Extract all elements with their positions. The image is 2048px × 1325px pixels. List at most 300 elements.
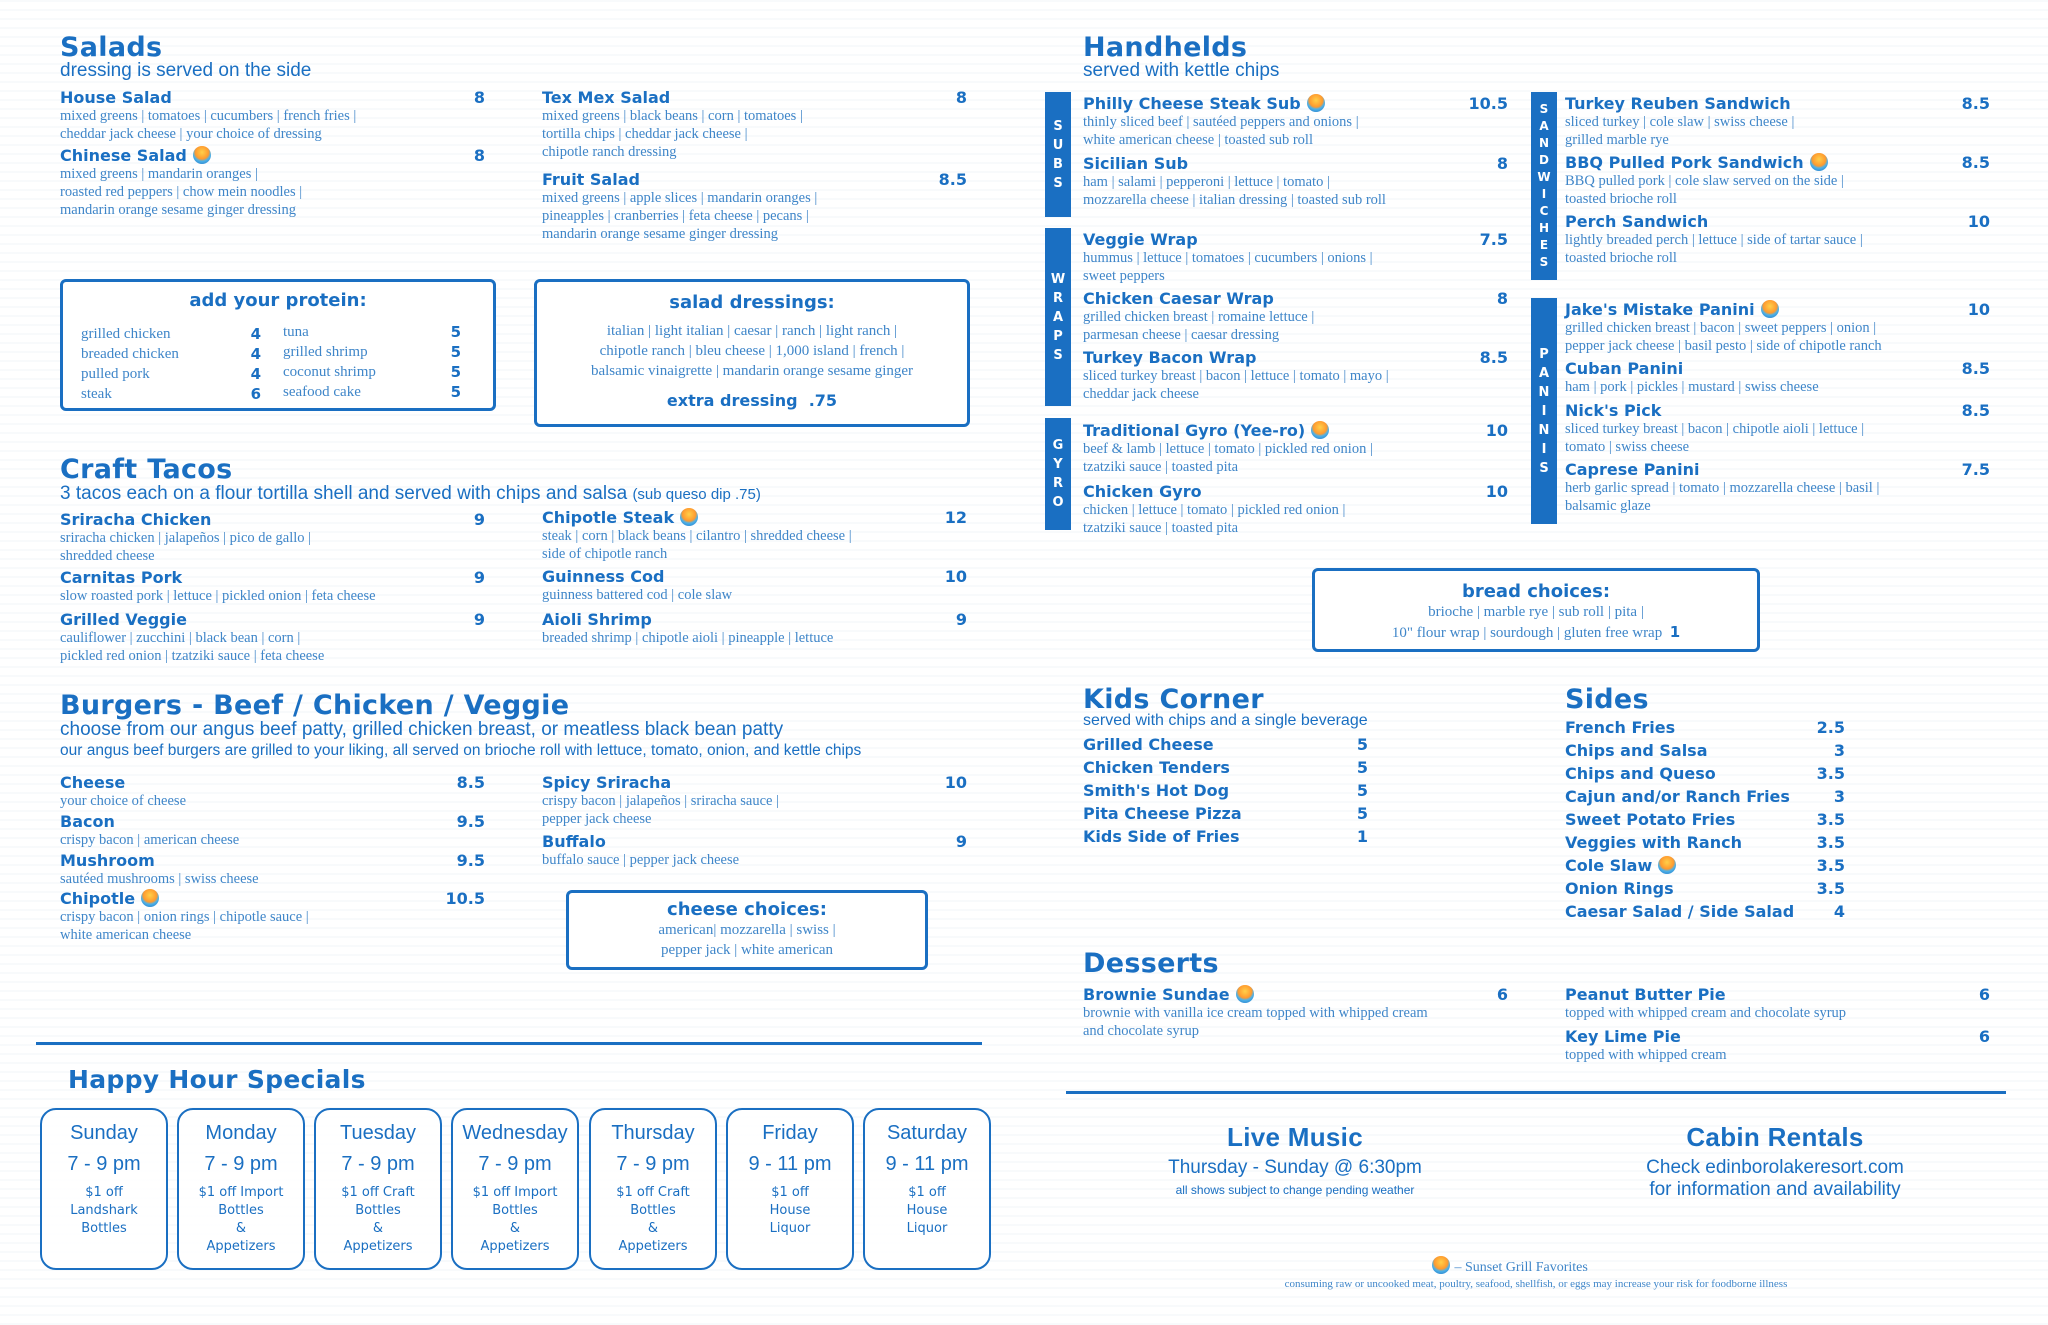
label-letter: P	[1539, 346, 1549, 362]
item-name: Pita Cheese Pizza	[1083, 804, 1242, 823]
day-label: Monday	[205, 1122, 277, 1144]
label-letter: B	[1053, 156, 1063, 172]
label-letter: S	[1539, 102, 1549, 116]
item-price: 5	[1356, 735, 1368, 754]
burgers-subtitle-2: our angus beef burgers are grilled to your liking, all served on brioche roll with lettuce, tomato, onion, and kettle chips	[60, 742, 862, 759]
item-price: 10	[1485, 482, 1508, 501]
label-letter: C	[1539, 204, 1549, 218]
cabin-line: Check edinborolakeresort.com	[1646, 1157, 1904, 1178]
item-desc: cheddar jack cheese	[1083, 386, 1199, 402]
cheese-line: pepper jack | white american	[660, 942, 834, 958]
item-desc: brownie with vanilla ice cream topped with whipped cream	[1083, 1005, 1428, 1021]
day-label: Wednesday	[462, 1122, 568, 1144]
item-desc: grilled chicken breast | bacon | sweet peppers | onion |	[1565, 320, 1877, 336]
item-name: Caprese Panini	[1565, 460, 1700, 479]
deal-text	[42, 1184, 166, 1238]
time-label: 9 - 11 pm	[748, 1153, 832, 1175]
protein-name: pulled pork	[81, 366, 150, 382]
sunset-favorite-icon	[1236, 985, 1254, 1003]
kids-subtitle: served with chips and a single beverage	[1083, 712, 1368, 729]
menu-item	[60, 889, 485, 944]
item-name: Veggies with Ranch	[1565, 833, 1742, 852]
sunset-favorite-icon	[193, 146, 211, 164]
item-desc: beef & lamb | lettuce | tomato | pickled red onion |	[1083, 441, 1373, 457]
menu-item	[542, 88, 967, 161]
item-name: Chipotle	[60, 889, 136, 908]
bread-title: bread choices:	[1461, 581, 1611, 602]
item-desc: mixed greens | mandarin oranges |	[60, 166, 258, 182]
protein-price: 5	[450, 383, 461, 401]
item-desc: hummus | lettuce | tomatoes | cucumbers | onions |	[1083, 250, 1373, 266]
item-price: 6	[1978, 1027, 1990, 1046]
deal-line: $1 off Craft	[616, 1185, 690, 1200]
label-letter: W	[1537, 170, 1551, 184]
menu-item	[60, 568, 485, 605]
item-name: Sicilian Sub	[1083, 154, 1189, 173]
live-music-line: Thursday - Sunday @ 6:30pm	[1168, 1157, 1422, 1178]
sunset-favorite-icon	[680, 508, 698, 526]
time-label: 7 - 9 pm	[204, 1153, 278, 1175]
sunset-favorite-icon	[141, 889, 159, 907]
item-name: Turkey Bacon Wrap	[1083, 348, 1257, 367]
time-label: 7 - 9 pm	[67, 1153, 141, 1175]
deal-line: $1 off Import	[472, 1185, 558, 1200]
protein-price: 4	[250, 325, 261, 343]
burgers-subtitle: choose from our angus beef patty, grilled chicken breast, or meatless black bean patty	[60, 719, 784, 740]
item-price: 7.5	[1479, 230, 1508, 249]
happy-hour-card	[589, 1108, 717, 1270]
tacos-subtitle-text: 3 tacos each on a flour tortilla shell and served with chips and salsa	[60, 483, 628, 504]
item-desc: pickled red onion | tzatziki sauce | feta cheese	[60, 648, 325, 664]
item-price: 10	[944, 567, 967, 586]
sunset-favorite-icon	[1311, 421, 1329, 439]
deal-text	[316, 1184, 440, 1256]
menu-item	[60, 88, 485, 143]
item-desc: sliced turkey breast | bacon | chipotle aioli | lettuce |	[1565, 421, 1865, 437]
food-warning: consuming raw or uncooked meat, poultry, seafood, shellfish, or eggs may increase your risk for foodborne illness	[1284, 1278, 1788, 1290]
item-price: 3.5	[1816, 879, 1845, 898]
item-price: 9	[955, 610, 967, 629]
deal-text	[591, 1184, 715, 1256]
side-item	[1565, 833, 1845, 852]
label-letter: W	[1050, 271, 1066, 287]
label-letter: P	[1053, 328, 1063, 344]
gyro-label	[1045, 418, 1071, 530]
item-desc: crispy bacon | onion rings | chipotle sauce |	[60, 909, 309, 925]
cabin-title: Cabin Rentals	[1686, 1122, 1864, 1152]
deal-line: Appetizers	[206, 1239, 276, 1254]
menu-item	[542, 508, 967, 563]
menu-item	[542, 832, 967, 869]
cabin-rentals-block	[1570, 1122, 1980, 1201]
desserts-title: Desserts	[1083, 948, 1219, 979]
deal-line: Bottles	[492, 1203, 538, 1218]
item-desc: cheddar jack cheese | your choice of dressing	[60, 126, 322, 142]
item-desc: roasted red peppers | chow mein noodles |	[60, 184, 303, 200]
item-desc: pepper jack cheese	[542, 811, 652, 827]
item-desc: balsamic glaze	[1565, 498, 1651, 514]
label-letter: I	[1541, 187, 1547, 201]
item-name: Chicken Caesar Wrap	[1083, 289, 1274, 308]
deal-line: Liquor	[906, 1221, 948, 1236]
item-price: 9.5	[456, 851, 485, 870]
item-price: 3.5	[1816, 810, 1845, 829]
label-letter: R	[1052, 290, 1063, 306]
protein-box	[60, 279, 496, 411]
item-price: 8.5	[1961, 401, 1990, 420]
item-desc: mixed greens | tomatoes | cucumbers | french fries |	[60, 108, 357, 124]
protein-price: 4	[250, 345, 261, 363]
menu-item	[542, 567, 967, 604]
menu-item	[1083, 421, 1508, 476]
wraps-label	[1045, 228, 1071, 406]
side-item	[1565, 764, 1845, 783]
item-desc: mixed greens | apple slices | mandarin oranges |	[542, 190, 818, 206]
sunset-favorite-icon	[1658, 856, 1676, 874]
protein-price: 6	[250, 385, 261, 403]
side-item	[1565, 787, 1845, 806]
item-price: 3.5	[1816, 764, 1845, 783]
item-desc: sautéed mushrooms | swiss cheese	[60, 871, 259, 887]
item-price: 8	[955, 88, 967, 107]
item-name: Traditional Gyro (Yee-ro)	[1083, 421, 1306, 440]
item-name: Brownie Sundae	[1083, 985, 1230, 1004]
item-desc: grilled chicken breast | romaine lettuce |	[1083, 309, 1315, 325]
item-name: Chipotle Steak	[542, 508, 675, 527]
item-name: Sriracha Chicken	[60, 510, 212, 529]
item-price: 9	[473, 610, 485, 629]
protein-name: tuna	[283, 324, 309, 340]
item-desc: and chocolate syrup	[1083, 1023, 1199, 1039]
label-letter: H	[1538, 221, 1550, 235]
deal-text	[865, 1184, 989, 1238]
sandwiches-label	[1531, 92, 1557, 280]
menu-item	[1565, 985, 1990, 1022]
item-name: Cuban Panini	[1565, 359, 1684, 378]
side-item	[1565, 902, 1845, 921]
deal-line: Bottles	[355, 1203, 401, 1218]
handhelds-subtitle: served with kettle chips	[1083, 60, 1280, 81]
extra-dressing-label: extra dressing	[666, 391, 798, 410]
item-name: Buffalo	[542, 832, 606, 851]
label-letter: D	[1539, 153, 1549, 167]
item-name: Mushroom	[60, 851, 155, 870]
item-price: 9	[955, 832, 967, 851]
bread-line: brioche | marble rye | sub roll | pita |	[1428, 604, 1644, 620]
item-desc: topped with whipped cream and chocolate syrup	[1565, 1005, 1847, 1021]
happy-hour-card	[863, 1108, 991, 1270]
protein-name: grilled chicken	[81, 326, 171, 342]
item-desc: cauliflower | zucchini | black bean | corn |	[60, 630, 301, 646]
day-label: Tuesday	[340, 1122, 416, 1144]
item-price: 8.5	[456, 773, 485, 792]
item-name: Grilled Veggie	[60, 610, 187, 629]
kids-item	[1083, 758, 1368, 777]
item-name: French Fries	[1565, 718, 1676, 737]
label-letter: A	[1052, 309, 1064, 325]
deal-line: Appetizers	[343, 1239, 413, 1254]
deal-text	[179, 1184, 303, 1256]
item-price: 9.5	[456, 812, 485, 831]
live-music-note: all shows subject to change pending weather	[1175, 1183, 1415, 1197]
item-price: 8.5	[1479, 348, 1508, 367]
item-price: 12	[944, 508, 967, 527]
deal-line: House	[906, 1203, 948, 1218]
sunset-favorite-icon	[1307, 94, 1325, 112]
menu-item	[1565, 212, 1990, 267]
protein-name: coconut shrimp	[283, 364, 376, 380]
item-desc: crispy bacon | american cheese	[60, 832, 240, 848]
label-letter: R	[1052, 476, 1063, 491]
deal-line: $1 off	[85, 1185, 123, 1200]
label-letter: S	[1053, 347, 1063, 363]
salads-subtitle: dressing is served on the side	[60, 60, 312, 81]
divider	[36, 1042, 982, 1045]
item-desc: white american cheese	[60, 927, 192, 943]
item-name: Carnitas Pork	[60, 568, 183, 587]
item-desc: pineapples | cranberries | feta cheese | pecans |	[542, 208, 809, 224]
label-letter: N	[1538, 384, 1550, 400]
sides-title: Sides	[1565, 684, 1649, 715]
item-name: Veggie Wrap	[1083, 230, 1198, 249]
item-desc: mandarin orange sesame ginger dressing	[60, 202, 296, 218]
label-letter: A	[1539, 119, 1549, 133]
extra-dressing	[537, 391, 967, 410]
item-price: 5	[1356, 804, 1368, 823]
item-price: 8.5	[1961, 94, 1990, 113]
item-price: 5	[1356, 781, 1368, 800]
item-name: Perch Sandwich	[1565, 212, 1709, 231]
item-name: Chips and Queso	[1565, 764, 1716, 783]
label-letter: A	[1538, 365, 1550, 381]
item-desc: parmesan cheese | caesar dressing	[1083, 327, 1280, 343]
item-price: 6	[1496, 985, 1508, 1004]
deal-line: Appetizers	[618, 1239, 688, 1254]
menu-item	[1565, 460, 1990, 515]
label-letter: S	[1539, 255, 1549, 269]
menu-item	[1565, 1027, 1990, 1064]
item-name: Aioli Shrimp	[542, 610, 652, 629]
time-label: 7 - 9 pm	[616, 1153, 690, 1175]
day-label: Thursday	[611, 1122, 695, 1144]
sunset-favorite-icon	[1810, 153, 1828, 171]
item-desc: breaded shrimp | chipotle aioli | pineapple | lettuce	[542, 630, 834, 646]
item-desc: tzatziki sauce | toasted pita	[1083, 459, 1239, 475]
item-desc: toasted brioche roll	[1565, 250, 1677, 266]
item-desc: toasted brioche roll	[1565, 191, 1677, 207]
item-name: Grilled Cheese	[1083, 735, 1214, 754]
time-label: 7 - 9 pm	[478, 1153, 552, 1175]
bread-box	[1312, 568, 1760, 652]
kids-item	[1083, 735, 1368, 754]
kids-item	[1083, 827, 1368, 846]
item-desc: side of chipotle ranch	[542, 546, 668, 562]
item-desc: pepper jack cheese | basil pesto | side of chipotle ranch	[1565, 338, 1882, 354]
item-price: 3.5	[1816, 856, 1845, 875]
item-desc: white american cheese | toasted sub roll	[1083, 132, 1313, 148]
deal-line: &	[509, 1221, 521, 1236]
menu-item	[1083, 94, 1508, 149]
happy-hour-card	[40, 1108, 168, 1270]
item-name: Cheese	[60, 773, 126, 792]
menu-item	[60, 812, 485, 849]
item-price: 2.5	[1816, 718, 1845, 737]
item-name: Tex Mex Salad	[542, 88, 671, 107]
kids-title: Kids Corner	[1083, 684, 1264, 715]
extra-dressing-price: .75	[808, 391, 838, 410]
item-name: Kids Side of Fries	[1083, 827, 1240, 846]
item-desc: shredded cheese	[60, 548, 155, 564]
item-name: Cajun and/or Ranch Fries	[1565, 787, 1790, 806]
menu-item	[542, 773, 967, 828]
deal-line: House	[769, 1203, 811, 1218]
item-price: 1	[1356, 827, 1368, 846]
item-desc: ham | salami | pepperoni | lettuce | tomato |	[1083, 174, 1330, 190]
panini-label	[1531, 298, 1557, 524]
item-name: Nick's Pick	[1565, 401, 1662, 420]
salads-title: Salads	[60, 32, 163, 63]
item-name: Turkey Reuben Sandwich	[1565, 94, 1791, 113]
menu-item	[1083, 348, 1508, 403]
label-letter: I	[1541, 441, 1547, 457]
item-desc: ham | pork | pickles | mustard | swiss cheese	[1565, 379, 1819, 395]
item-price: 8	[473, 146, 485, 165]
item-price: 10	[1485, 421, 1508, 440]
label-letter: S	[1053, 118, 1063, 134]
divider	[1066, 1091, 2006, 1094]
bread-price: 1	[1669, 623, 1681, 641]
item-desc: topped with whipped cream	[1565, 1047, 1727, 1063]
item-name: Bacon	[60, 812, 115, 831]
side-item	[1565, 741, 1845, 760]
live-music-title: Live Music	[1227, 1122, 1363, 1152]
item-price: 10.5	[445, 889, 485, 908]
menu-item	[542, 610, 967, 647]
dressings-box	[534, 279, 970, 427]
protein-price: 5	[450, 343, 461, 361]
item-name: BBQ Pulled Pork Sandwich	[1565, 153, 1804, 172]
item-price: 4	[1833, 902, 1845, 921]
tacos-subtitle-note: (sub queso dip .75)	[632, 486, 761, 503]
item-name: Key Lime Pie	[1565, 1027, 1681, 1046]
label-letter: N	[1538, 136, 1550, 150]
deal-line: $1 off	[771, 1185, 809, 1200]
deal-line: $1 off Craft	[341, 1185, 415, 1200]
item-desc: mixed greens | black beans | corn | tomatoes |	[542, 108, 803, 124]
deal-line: Landshark	[70, 1203, 138, 1218]
item-desc: herb garlic spread | tomato | mozzarella cheese | basil |	[1565, 480, 1880, 496]
item-price: 10	[944, 773, 967, 792]
item-name: Chicken Gyro	[1083, 482, 1202, 501]
item-name: Chinese Salad	[60, 146, 187, 165]
item-price: 10.5	[1468, 94, 1508, 113]
label-letter: S	[1053, 175, 1063, 191]
item-price: 8	[1496, 154, 1508, 173]
kids-item	[1083, 804, 1368, 823]
live-music-block	[1090, 1122, 1500, 1197]
deal-line: Bottles	[630, 1203, 676, 1218]
label-letter: N	[1538, 422, 1550, 438]
menu-item	[1565, 94, 1990, 149]
side-item	[1565, 879, 1845, 898]
legend	[1432, 1256, 1588, 1276]
item-name: Caesar Salad / Side Salad	[1565, 902, 1795, 921]
label-letter: U	[1052, 137, 1064, 153]
deal-line: &	[647, 1221, 659, 1236]
item-name: Fruit Salad	[542, 170, 640, 189]
deal-line: $1 off Import	[198, 1185, 284, 1200]
menu-item	[1565, 359, 1990, 396]
day-label: Friday	[762, 1122, 818, 1144]
item-price: 8.5	[1961, 153, 1990, 172]
kids-item	[1083, 781, 1368, 800]
menu-item	[1083, 289, 1508, 344]
sunset-favorite-icon	[1432, 1256, 1450, 1274]
item-name: Chips and Salsa	[1565, 741, 1708, 760]
dressings-line: balsamic vinaigrette | mandarin orange sesame ginger	[590, 363, 914, 379]
item-name: House Salad	[60, 88, 172, 107]
side-item	[1565, 718, 1845, 737]
burgers-title: Burgers - Beef / Chicken / Veggie	[60, 690, 570, 721]
menu-item	[1565, 300, 1990, 355]
day-label: Saturday	[886, 1122, 968, 1144]
item-desc: mozzarella cheese | italian dressing | toasted sub roll	[1083, 192, 1386, 208]
item-price: 9	[473, 510, 485, 529]
item-name: Cole Slaw	[1565, 856, 1653, 875]
item-desc: your choice of cheese	[60, 793, 187, 809]
label-letter: Y	[1053, 457, 1063, 472]
tacos-title: Craft Tacos	[60, 454, 233, 485]
tacos-subtitle	[60, 483, 761, 505]
happy-hour-card	[726, 1108, 854, 1270]
item-desc: tomato | swiss cheese	[1565, 439, 1690, 455]
item-desc: sliced turkey breast | bacon | lettuce | tomato | mayo |	[1083, 368, 1389, 384]
happy-hour-card	[451, 1108, 579, 1270]
side-item	[1565, 810, 1845, 829]
handhelds-title: Handhelds	[1083, 32, 1248, 63]
item-desc: mandarin orange sesame ginger dressing	[542, 226, 778, 242]
menu-item	[1083, 482, 1508, 537]
item-desc: grilled marble rye	[1565, 132, 1669, 148]
item-price: 5	[1356, 758, 1368, 777]
deal-line: Appetizers	[480, 1239, 550, 1254]
bread-line-text: 10" flour wrap | sourdough | gluten free wrap	[1391, 625, 1663, 641]
item-name: Spicy Sriracha	[542, 773, 672, 792]
deal-line: &	[235, 1221, 247, 1236]
item-desc: steak | corn | black beans | cilantro | shredded cheese |	[542, 528, 852, 544]
menu-item	[60, 146, 485, 219]
item-price: 8	[473, 88, 485, 107]
bread-line	[1315, 622, 1757, 643]
item-desc: tortilla chips | cheddar jack cheese |	[542, 126, 748, 142]
item-price: 3	[1833, 787, 1845, 806]
protein-title: add your protein:	[189, 290, 367, 311]
deal-line: $1 off	[908, 1185, 946, 1200]
item-price: 8.5	[938, 170, 967, 189]
item-name: Jake's Mistake Panini	[1565, 300, 1755, 319]
dressings-line: italian | light italian | caesar | ranch | light ranch |	[606, 323, 898, 339]
deal-text	[453, 1184, 577, 1256]
menu-item	[1083, 230, 1508, 285]
menu-item	[60, 610, 485, 665]
item-name: Philly Cheese Steak Sub	[1083, 94, 1301, 113]
item-desc: thinly sliced beef | sautéed peppers and onions |	[1083, 114, 1359, 130]
item-desc: slow roasted pork | lettuce | pickled onion | feta cheese	[60, 588, 376, 604]
deal-line: Liquor	[769, 1221, 811, 1236]
item-price: 10	[1967, 300, 1990, 319]
deal-line: &	[372, 1221, 384, 1236]
item-price: 3	[1833, 741, 1845, 760]
